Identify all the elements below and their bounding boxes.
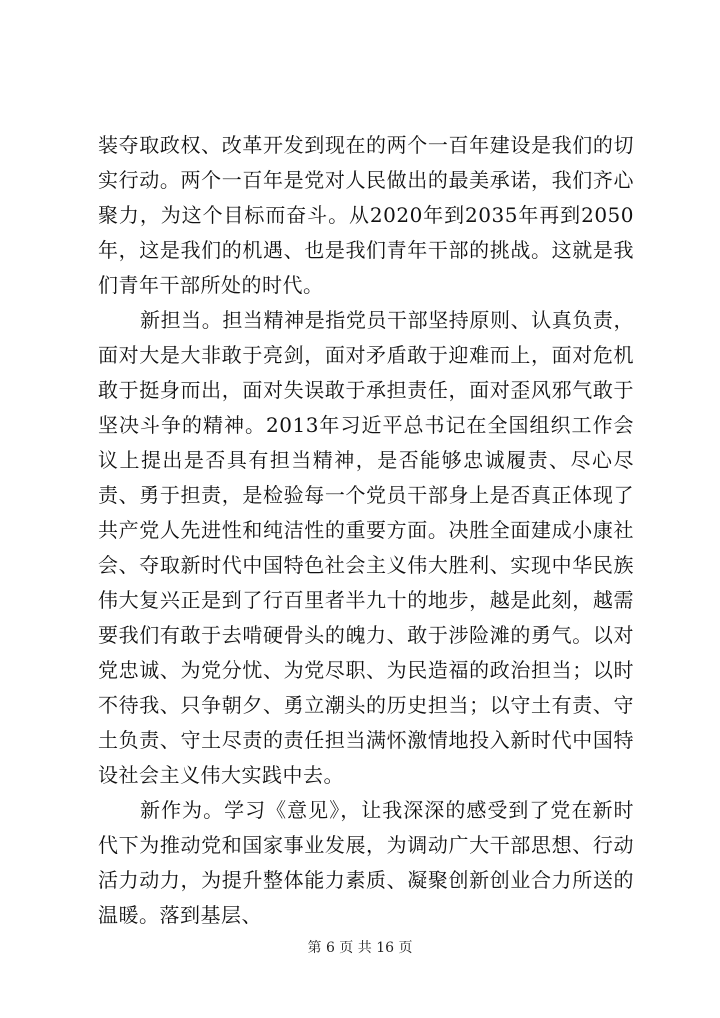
paragraph-new-action: 新作为。学习《意见》，让我深深的感受到了党在新时代下为推动党和国家事业发展，为调动广大干部思想、行动活力动力，为提升整体能力素质、凝聚创新创业合力所送的温暖。落到基层、	[98, 798, 634, 927]
paragraph-intro-continuation: 装夺取政权、改革开发到现在的两个一百年建设是我们的切实行动。两个一百年是党对人民做出的最美承诺，我们齐心聚力，为这个目标而奋斗。从2020年到2035年再到2050年，这是我们的机遇、也是我们青年干部的挑战。这就是我们青年干部所处的时代。	[98, 133, 634, 297]
document-body	[98, 128, 634, 933]
page-number-footer: 第 6 页 共 16 页	[307, 940, 413, 956]
paragraph-new-responsibility: 新担当。担当精神是指党员干部坚持原则、认真负责，面对大是大非敢于亮剑，面对矛盾敢于迎难而上，面对危机敢于挺身而出，面对失误敢于承担责任，面对歪风邪气敢于坚决斗争的精神。2013年习近平总书记在全国组织工作会议上提出是否具有担当精神，是否能够忠诚履责、尽心尽责、勇于担责，是检验每一个党员干部身上是否真正体现了共产党人先进性和纯洁性的重要方面。决胜全面建成小康社会、夺取新时代中国特色社会主义伟大胜利、实现中华民族伟大复兴正是到了行百里者半九十的地步，越是此刻，越需要我们有敢于去啃硬骨头的魄力、敢于涉险滩的勇气。以对党忠诚、为党分忧、为党尽职、为民造福的政治担当；以时不待我、只争朝夕、勇立潮头的历史担当；以守土有责、守土负责、守土尽责的责任担当满怀激情地投入新时代中国特设社会主义伟大实践中去。	[98, 308, 634, 787]
